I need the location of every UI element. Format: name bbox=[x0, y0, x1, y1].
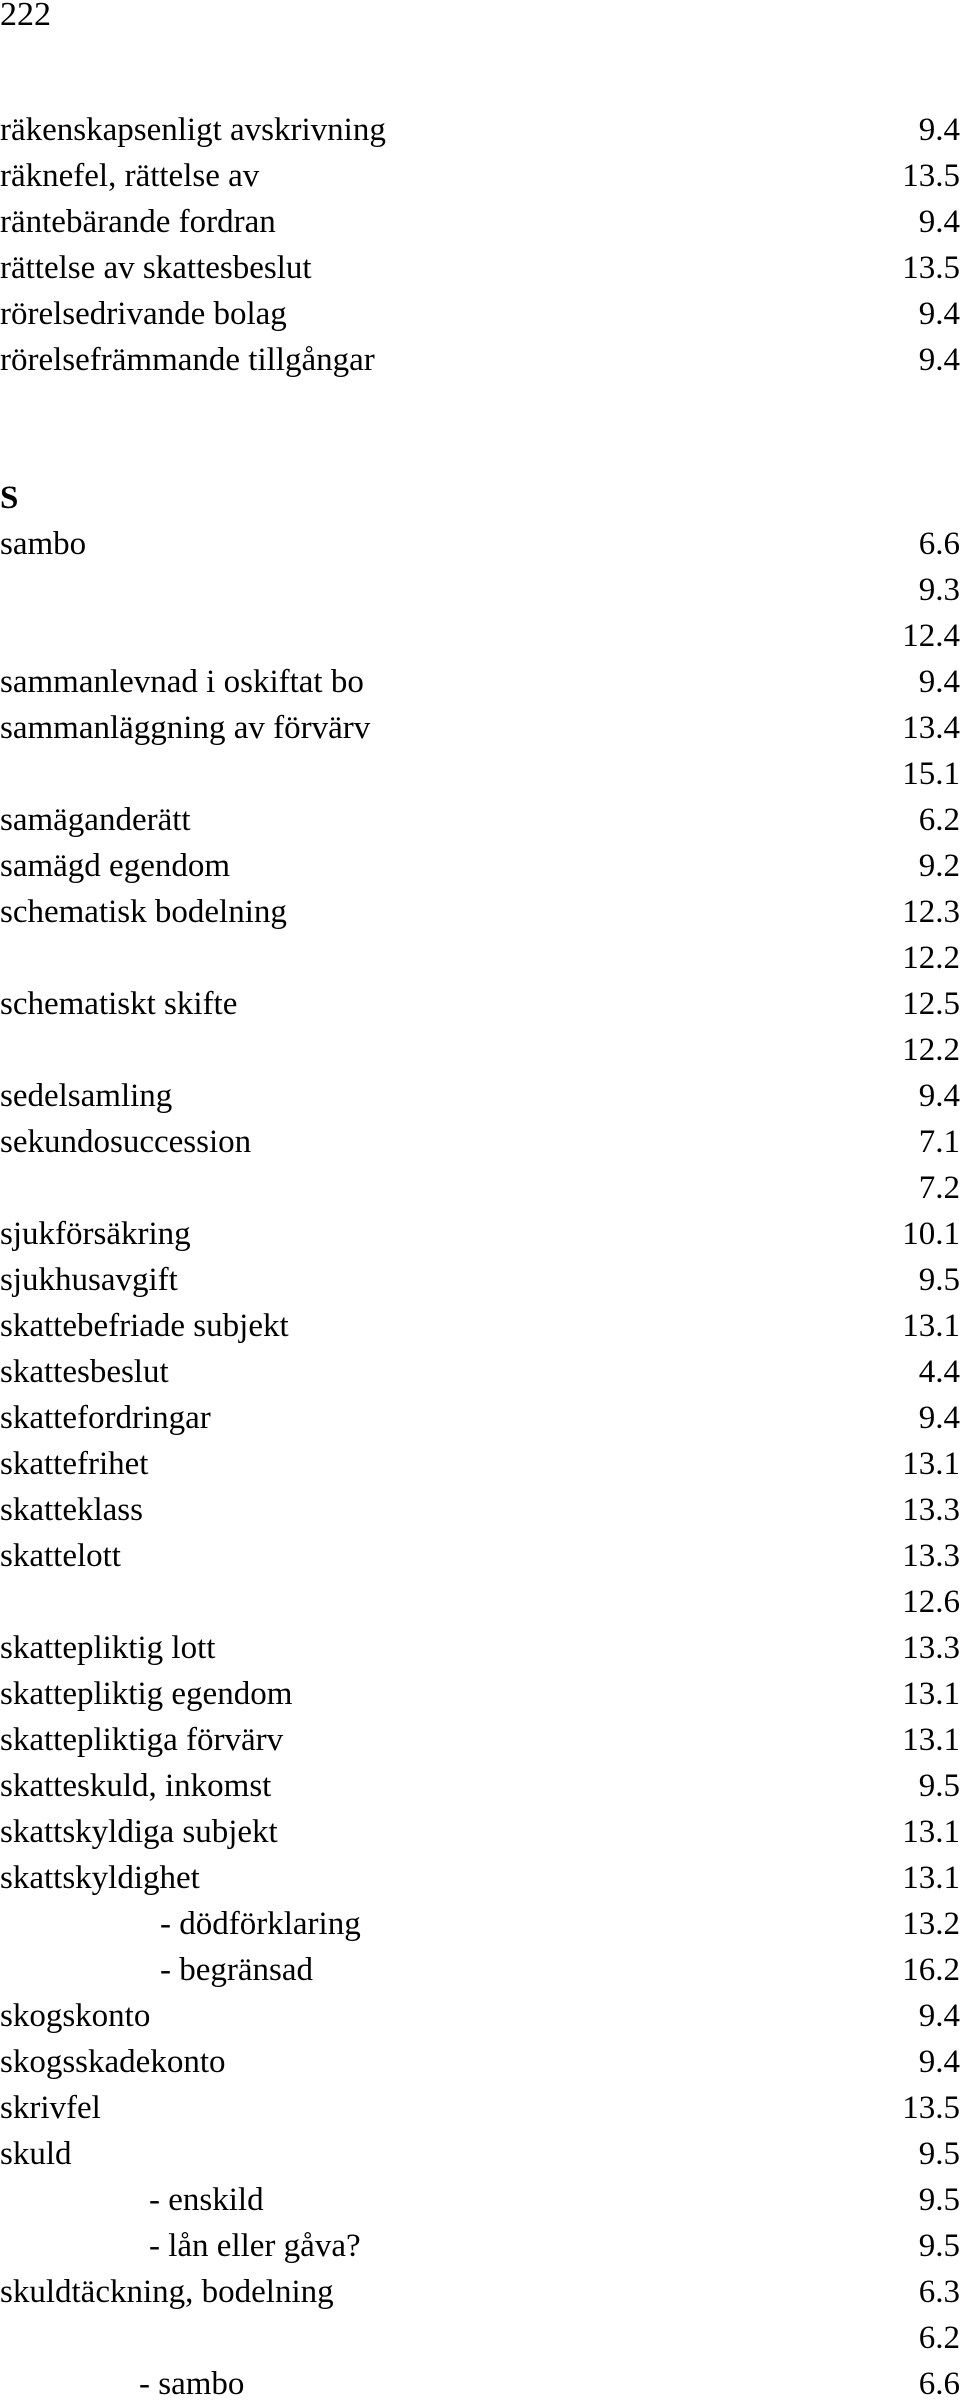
index-entry bbox=[0, 751, 960, 797]
index-subentry bbox=[0, 2177, 960, 2223]
index-ref: 6.3 bbox=[918, 2274, 960, 2310]
index-term: skattepliktig egendom bbox=[0, 1676, 293, 1712]
index-entry bbox=[0, 1993, 960, 2039]
index-subentry bbox=[0, 2361, 960, 2407]
index-entry bbox=[0, 1763, 960, 1809]
index-ref: 12.2 bbox=[902, 1032, 960, 1068]
index-ref: 15.1 bbox=[902, 756, 960, 792]
index-term: sambo bbox=[0, 526, 87, 562]
blank-row bbox=[0, 429, 960, 475]
index-ref: 16.2 bbox=[902, 1952, 960, 1988]
index-ref: 12.5 bbox=[902, 986, 960, 1022]
index-ref: 9.5 bbox=[918, 2228, 960, 2264]
index-ref: 9.4 bbox=[918, 1400, 960, 1436]
blank-row bbox=[0, 383, 960, 429]
index-entry bbox=[0, 153, 960, 199]
index-entry bbox=[0, 199, 960, 245]
index-term: skattebefriade subjekt bbox=[0, 1308, 289, 1344]
index-entry bbox=[0, 337, 960, 383]
index-ref: 7.1 bbox=[918, 1124, 960, 1160]
index-term: skattesbeslut bbox=[0, 1354, 169, 1390]
index-term: skuldtäckning, bodelning bbox=[0, 2274, 334, 2310]
index-subentry bbox=[0, 2223, 960, 2269]
index-entry bbox=[0, 2269, 960, 2315]
index-entry bbox=[0, 797, 960, 843]
index-ref: 9.5 bbox=[918, 1768, 960, 1804]
index-ref: 12.3 bbox=[902, 894, 960, 930]
index-entry bbox=[0, 1533, 960, 1579]
index-ref: 9.5 bbox=[918, 2136, 960, 2172]
index-entry bbox=[0, 935, 960, 981]
index-entry bbox=[0, 1395, 960, 1441]
index-term: rättelse av skattesbeslut bbox=[0, 250, 312, 286]
index-subterm: - lån eller gåva? bbox=[149, 2228, 361, 2264]
index-term: skattefrihet bbox=[0, 1446, 149, 1482]
index-ref: 10.1 bbox=[902, 1216, 960, 1252]
index-ref: 13.1 bbox=[902, 1722, 960, 1758]
index-term: skattelott bbox=[0, 1538, 121, 1574]
index-entry bbox=[0, 291, 960, 337]
index-entry bbox=[0, 1257, 960, 1303]
index-entry bbox=[0, 1027, 960, 1073]
index-entry bbox=[0, 1303, 960, 1349]
index-ref: 6.6 bbox=[918, 2366, 960, 2402]
index-term: skattskyldiga subjekt bbox=[0, 1814, 278, 1850]
index-ref: 13.1 bbox=[902, 1860, 960, 1896]
index-entry bbox=[0, 567, 960, 613]
index-ref: 9.4 bbox=[918, 664, 960, 700]
index-term: räntebärande fordran bbox=[0, 204, 276, 240]
index-ref: 13.5 bbox=[902, 250, 960, 286]
index-term: sjukhusavgift bbox=[0, 1262, 178, 1298]
index-ref: 13.2 bbox=[902, 1906, 960, 1942]
index-term: skattepliktiga förvärv bbox=[0, 1722, 284, 1758]
index-ref: 13.3 bbox=[902, 1630, 960, 1666]
index-term: skogskonto bbox=[0, 1998, 151, 2034]
index-ref: 9.4 bbox=[918, 342, 960, 378]
index-entry bbox=[0, 1809, 960, 1855]
index-entry bbox=[0, 1671, 960, 1717]
index-entry bbox=[0, 2039, 960, 2085]
index-term: sedelsamling bbox=[0, 1078, 173, 1114]
index-term: skrivfel bbox=[0, 2090, 101, 2126]
index-ref: 9.4 bbox=[918, 112, 960, 148]
index-term: samägd egendom bbox=[0, 848, 231, 884]
index-term: räknefel, rättelse av bbox=[0, 158, 260, 194]
index-subentry bbox=[0, 1947, 960, 1993]
index-term: räkenskapsenligt avskrivning bbox=[0, 112, 386, 148]
index-term: sjukförsäkring bbox=[0, 1216, 191, 1252]
index-ref: 13.1 bbox=[902, 1676, 960, 1712]
index-entry bbox=[0, 2315, 960, 2361]
index-entry bbox=[0, 1441, 960, 1487]
index-entry bbox=[0, 1349, 960, 1395]
index-term: rörelsefrämmande tillgångar bbox=[0, 342, 375, 378]
page-number: 222 bbox=[0, 0, 51, 33]
index-entry bbox=[0, 2131, 960, 2177]
index-ref: 9.4 bbox=[918, 204, 960, 240]
index-term: samäganderätt bbox=[0, 802, 191, 838]
index-subterm: - begränsad bbox=[160, 1952, 314, 1988]
index-entry bbox=[0, 705, 960, 751]
index-ref: 9.4 bbox=[918, 1078, 960, 1114]
index-ref: 13.1 bbox=[902, 1446, 960, 1482]
index-ref: 13.5 bbox=[902, 2090, 960, 2126]
index-subentry bbox=[0, 1901, 960, 1947]
index-term: rörelsedrivande bolag bbox=[0, 296, 287, 332]
index-ref: 12.2 bbox=[902, 940, 960, 976]
index-ref: 4.4 bbox=[918, 1354, 960, 1390]
index-term: skogsskadekonto bbox=[0, 2044, 226, 2080]
index-ref: 12.4 bbox=[902, 618, 960, 654]
index-subterm: - dödförklaring bbox=[160, 1906, 361, 1942]
index-entry bbox=[0, 521, 960, 567]
index-term: skatteskuld, inkomst bbox=[0, 1768, 272, 1804]
index-ref: 13.3 bbox=[902, 1538, 960, 1574]
index-entry bbox=[0, 1119, 960, 1165]
index-entry bbox=[0, 107, 960, 153]
index-term: skuld bbox=[0, 2136, 72, 2172]
index-subterm: - sambo bbox=[139, 2366, 245, 2402]
index-ref: 6.2 bbox=[918, 2320, 960, 2356]
index-entry bbox=[0, 889, 960, 935]
section-heading: S bbox=[0, 480, 19, 516]
index-ref: 13.4 bbox=[902, 710, 960, 746]
index-entry bbox=[0, 613, 960, 659]
index-ref: 9.2 bbox=[918, 848, 960, 884]
index-entry bbox=[0, 2085, 960, 2131]
index-entry bbox=[0, 1165, 960, 1211]
index-ref: 6.6 bbox=[918, 526, 960, 562]
index-term: sammanläggning av förvärv bbox=[0, 710, 371, 746]
index-entry bbox=[0, 843, 960, 889]
index-ref: 9.5 bbox=[918, 2182, 960, 2218]
index-subterm: - enskild bbox=[149, 2182, 264, 2218]
index-ref: 9.4 bbox=[918, 2044, 960, 2080]
index-term: skattepliktig lott bbox=[0, 1630, 216, 1666]
index-ref: 6.2 bbox=[918, 802, 960, 838]
index-term: schematiskt skifte bbox=[0, 986, 238, 1022]
index-ref: 9.4 bbox=[918, 296, 960, 332]
index-entry bbox=[0, 1625, 960, 1671]
section-letter bbox=[0, 475, 960, 521]
index-ref: 13.1 bbox=[902, 1814, 960, 1850]
index-ref: 9.4 bbox=[918, 1998, 960, 2034]
index-term: schematisk bodelning bbox=[0, 894, 287, 930]
index-term: sammanlevnad i oskiftat bo bbox=[0, 664, 364, 700]
index-term: skattefordringar bbox=[0, 1400, 211, 1436]
index-entry bbox=[0, 1073, 960, 1119]
index-ref: 13.5 bbox=[902, 158, 960, 194]
index-term: skattskyldighet bbox=[0, 1860, 200, 1896]
index-entry bbox=[0, 659, 960, 705]
index-ref: 9.5 bbox=[918, 1262, 960, 1298]
index-term: sekundosuccession bbox=[0, 1124, 252, 1160]
index-entry bbox=[0, 1855, 960, 1901]
index-entry bbox=[0, 1579, 960, 1625]
index-entry bbox=[0, 1487, 960, 1533]
index-entry bbox=[0, 1211, 960, 1257]
index-ref: 13.3 bbox=[902, 1492, 960, 1528]
index-entry bbox=[0, 981, 960, 1027]
index-ref: 12.6 bbox=[902, 1584, 960, 1620]
index-entry bbox=[0, 1717, 960, 1763]
index-ref: 13.1 bbox=[902, 1308, 960, 1344]
index-term: skatteklass bbox=[0, 1492, 143, 1528]
index-ref: 7.2 bbox=[918, 1170, 960, 1206]
index-ref: 9.3 bbox=[918, 572, 960, 608]
index-entry bbox=[0, 245, 960, 291]
index-list bbox=[0, 107, 960, 2407]
